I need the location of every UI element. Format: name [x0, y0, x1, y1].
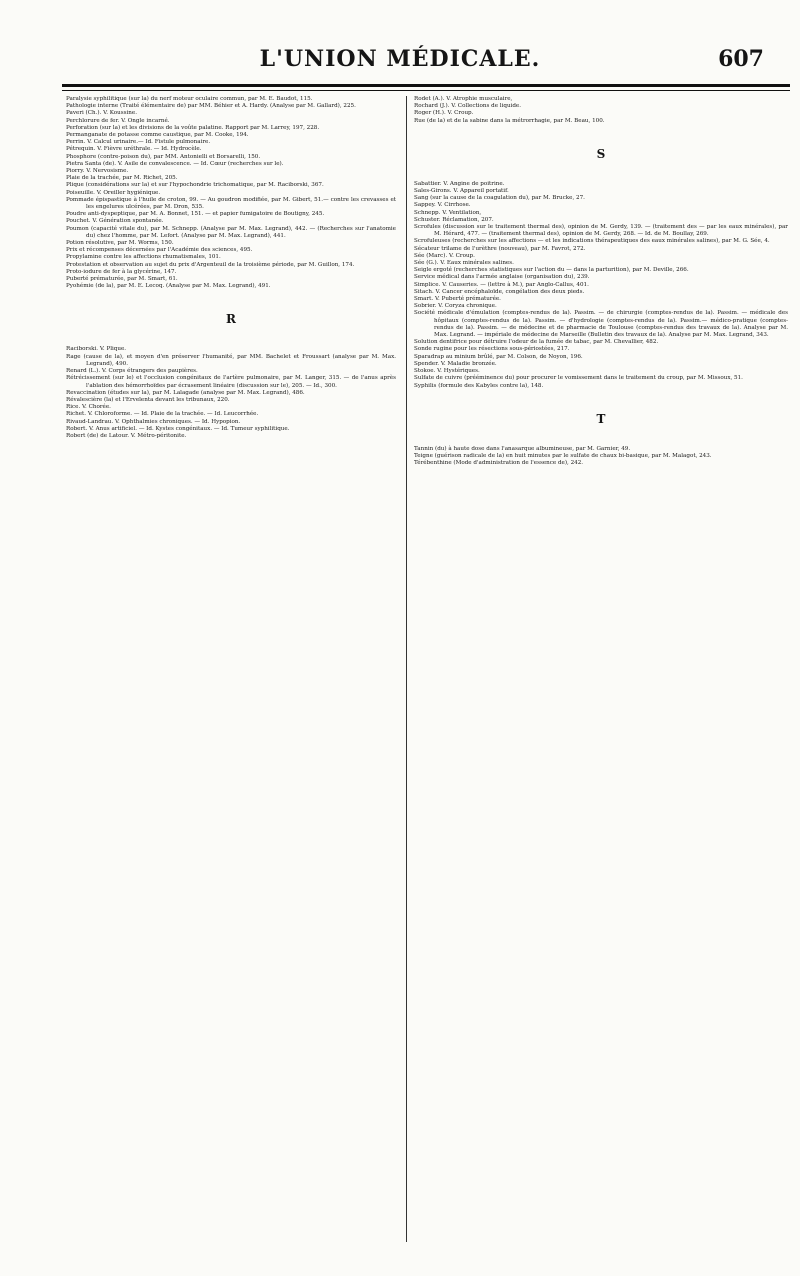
running-title: L'UNION MÉDICALE. [259, 46, 541, 72]
index-entry: Roger (H.). V. Croup. [414, 110, 474, 117]
index-entry: Pétrequin. V. Fièvre uréthrale. — Id. Hydrocèle. [66, 146, 202, 153]
index-entry: Stokoe. V. Hystériques. [414, 368, 480, 375]
index-entry: Sobrier. V. Coryza chronique. [414, 303, 497, 310]
index-entry: Rage (cause de la), et moyen d'en préserver l'humanité, par MM. Bachelet et Froussart (analyse par M. Max. Legrand), 490. [66, 353, 396, 367]
index-entry: Smart. V. Puberté prématurée. [414, 296, 501, 303]
index-entry: Raciborski. V. Plique. [66, 346, 127, 353]
index-entry: Pathologie interne (Traité élémentaire de) par MM. Béhier et A. Hardy. (Analyse par M. Gallard), 225. [66, 103, 356, 110]
index-entry: Poudre anti-dyspeptique, par M. A. Bonnet, 151. — et papier fumigatoire de Boutigny, 245. [66, 211, 325, 218]
index-entry: Pyohémie (de la), par M. E. Lecoq. (Analyse par M. Max. Legrand), 491. [66, 283, 271, 290]
index-entry: Sappey. V. Cirrhose. [414, 202, 471, 209]
page-header [0, 46, 800, 86]
column-divider [406, 96, 407, 1242]
index-entry: Scrofules (discussion sur le traitement thermal des), opinion de M. Gerdy, 139. — (traitement des — par les eaux minérales), par M. Hérard, 477. — (traitement thermal des), opinion de M. Gerdy, 268. — Id. de M. Boullay, 269. [414, 224, 788, 238]
section-letter-s: S [596, 146, 606, 161]
header-rule-thin [62, 90, 790, 91]
index-entry: Sales-Girons. V. Appareil portatif. [414, 188, 509, 195]
index-entry: Sabattier. V. Angine de poitrine. [414, 180, 505, 187]
index-entry: Révalescière (la) et l'Ervelenta devant les tribunaux, 220. [66, 396, 230, 403]
index-entry: Paralysie syphilitique (sur la) du nerf moteur oculaire commun, par M. E. Baudot, 115. [66, 96, 313, 102]
index-entry: Rue (de la) et de la sabine dans la métrorrhagie, par M. Beau, 100. [414, 117, 605, 124]
index-entry: Perchlorure de fer. V. Ongle incarné. [66, 117, 170, 124]
section-letter-r: R [226, 312, 236, 327]
index-entry: Rodet (A.). V. Atrophie musculaire, [414, 96, 513, 102]
index-entry: Robert. V. Anus artificiel. — Id. Kystes congénitaux. — Id. Tumeur syphilitique. [66, 425, 290, 432]
index-entry: Sang (sur la cause de la coagulation du), par M. Brucke, 27. [414, 195, 585, 202]
entries-r-continued [414, 96, 788, 125]
index-entry: Sée (G.). V. Eaux minérales salines. [414, 260, 514, 267]
index-entry: Pietra Santa (de). V. Asile de convalescence. — Id. Cœur (recherches sur le). [66, 160, 284, 167]
index-entry: Seigle ergoté (recherches statistiques sur l'action du — dans la parturition), par M. Deville, 266. [414, 267, 689, 274]
index-entry: Térébenthine (Mode d'administration de l'essence de), 242. [414, 460, 584, 467]
index-entry: Protestation et observation au sujet du prix d'Argenteuil de la troisième période, par M. Guillon, 174. [66, 261, 355, 268]
index-entry: Richet. V. Chloroforme. — Id. Plaie de la trachée. — Id. Leucorrhée. [66, 411, 259, 418]
entries-t [414, 446, 788, 468]
index-entry: Rivaud-Landrau. V. Ophthalmies chroniques. — Id. Hypopion. [66, 418, 241, 425]
entries-s [414, 181, 788, 390]
index-entry: Plaie de la trachée, par M. Richet, 205. [66, 175, 178, 182]
index-entry: Potion résolutive, par M. Worms, 150. [66, 240, 174, 247]
index-entry: Poumon (capacité vitale du), par M. Schnepp. (Analyse par M. Max. Legrand), 442. — (Recherches sur l'anatomie du) chez l'homme, par M. Lefort. (Analyse par M. Max. Legrand), 441. [66, 225, 396, 239]
index-entry: Spender. V. Maladie bronzée. [414, 360, 497, 367]
index-entry: Société médicale d'émulation (comptes-rendus de la). Passim. — de chirurgie (comptes-rendus de la). Passim. — médicale des hôpitaux (comptes-rendus de la). Passim. — d'hydrologie (comptes-rendus de la). Passim.— médico-pratique (comptes-rendus de la). Passim. — de médecine et de pharmacie de Toulouse (comptes-rendus des travaux de la). Analyse par M. Max. Legrand. — impériale de médecine de Marseille (Bulletin des travaux de la). Analyse par M. Max. Legrand, 343. [414, 310, 788, 339]
index-entry: Piorry. V. Nervosisme. [66, 168, 129, 175]
index-entry: Robert (de) de Latour. V. Métro-péritonite. [66, 432, 187, 439]
header-rule [62, 84, 790, 87]
index-entry: Syphilis (formule des Kabyles contre la), 148. [414, 382, 544, 389]
index-entry: Rice. V. Chorée. [66, 404, 111, 411]
index-entry: Simplice. V. Causeries. — (lettre à M.), par Anglo-Callus, 401. [414, 281, 589, 288]
section-letter-t: T [596, 411, 606, 426]
left-column [66, 96, 396, 1258]
entries-p [66, 96, 396, 290]
index-entry: Sécateur trilame de l'urèthre (nouveau), par M. Favrot, 272. [414, 245, 586, 252]
index-entry: Perrin. V. Calcul urinaire.— Id. Fistule pulmonaire. [66, 139, 211, 146]
right-column [414, 96, 788, 1258]
index-entry: Phosphore (contre-poison du), par MM. Antonielli et Borsarelli, 150. [66, 153, 261, 160]
index-entry: Sparadrap au minium brûlé, par M. Colson, de Noyon, 196. [414, 353, 583, 360]
index-entry: Scrofuleuses (recherches sur les affections — et les indications thérapeutiques des eaux minérales salines), par M. G. Sée, 4. [414, 238, 770, 245]
index-entry: Paveri (Ch.). V. Koussine. [66, 110, 137, 117]
index-entry: Sonde rugine pour les résections sous-périostées, 217. [414, 346, 570, 353]
page-number: 607 [718, 46, 764, 72]
index-entry: Permanganate de potasse comme caustique, par M. Cooke, 194. [66, 132, 249, 139]
index-entry: Pommade épispastique à l'huile de croton, 99. — Au goudron modifiée, par M. Gibert, 51.— contre les crevasses et les engelures ulcérées, par M. Dron, 535. [66, 196, 396, 211]
index-entry: Schnepp. V. Ventilation, [414, 209, 482, 216]
index-entry: Pouchet. V. Génération spontanée. [66, 218, 164, 225]
index-entry: Service médical dans l'armée anglaise (organisation du), 239. [414, 274, 590, 281]
index-entry: Plique (considérations sur la) et sur l'hypochondrie trichomatique, par M. Raciborski, 367. [66, 182, 324, 189]
index-entry: Sitach. V. Cancer encéphaloïde, congélation des deux pieds. [414, 288, 585, 295]
index-entry: Renard (L.). V. Corps étrangers des paupières. [66, 368, 198, 375]
index-entry: Perforation (sur la) et les divisions de la voûte palatine. Rapport par M. Larrey, 197, 228. [66, 124, 320, 131]
index-entry: Rétrécissement (sur le) et l'occlusion congénitaux de l'artère pulmonaire, par M. Langer, 315. — de l'anus après l'ablation des hémorrhoïdes par écrasement linéaire (discussion sur le), 205. — Id., 300. [66, 375, 396, 389]
index-entry: Revaccination (études sur la), par M. Lalagade (analyse par M. Max. Legrand), 486. [66, 389, 305, 396]
index-entry: Proto-iodure de fer à la glycérine, 147. [66, 268, 177, 275]
index-entry: Tannin (du) à haute dose dans l'anasarque albumineuse, par M. Garnier, 49. [414, 445, 631, 452]
index-entry: Sulfate de cuivre (prééminence du) pour procurer le vomissement dans le traitement du croup, par M. Missoux, 51. [414, 375, 743, 382]
index-entry: Rochard (J.). V. Collections de liquide. [414, 103, 522, 110]
index-entry: Prix et récompenses décernées par l'Académie des sciences, 495. [66, 247, 253, 254]
index-entry: Schuster. Réclamation, 207. [414, 216, 494, 223]
index-entry: Poiseuille. V. Oreiller hygiénique. [66, 189, 161, 196]
index-entry: Puberté prématurée, par M. Smart, 61. [66, 276, 178, 283]
index-entry: Solution dentifrice pour détruire l'odeur de la fumée de tabac, par M. Chevallier, 482. [414, 339, 659, 346]
index-entry: Propylamine contre les affections rhumatismales, 101. [66, 254, 221, 261]
index-entry: Sée (Marc). V. Croup. [414, 252, 475, 259]
index-entry: Teigne (guérison radicale de la) en huit minutes par le sulfate de chaux bi-basique, par M. Malagot, 243. [414, 452, 712, 459]
entries-r [66, 346, 396, 440]
